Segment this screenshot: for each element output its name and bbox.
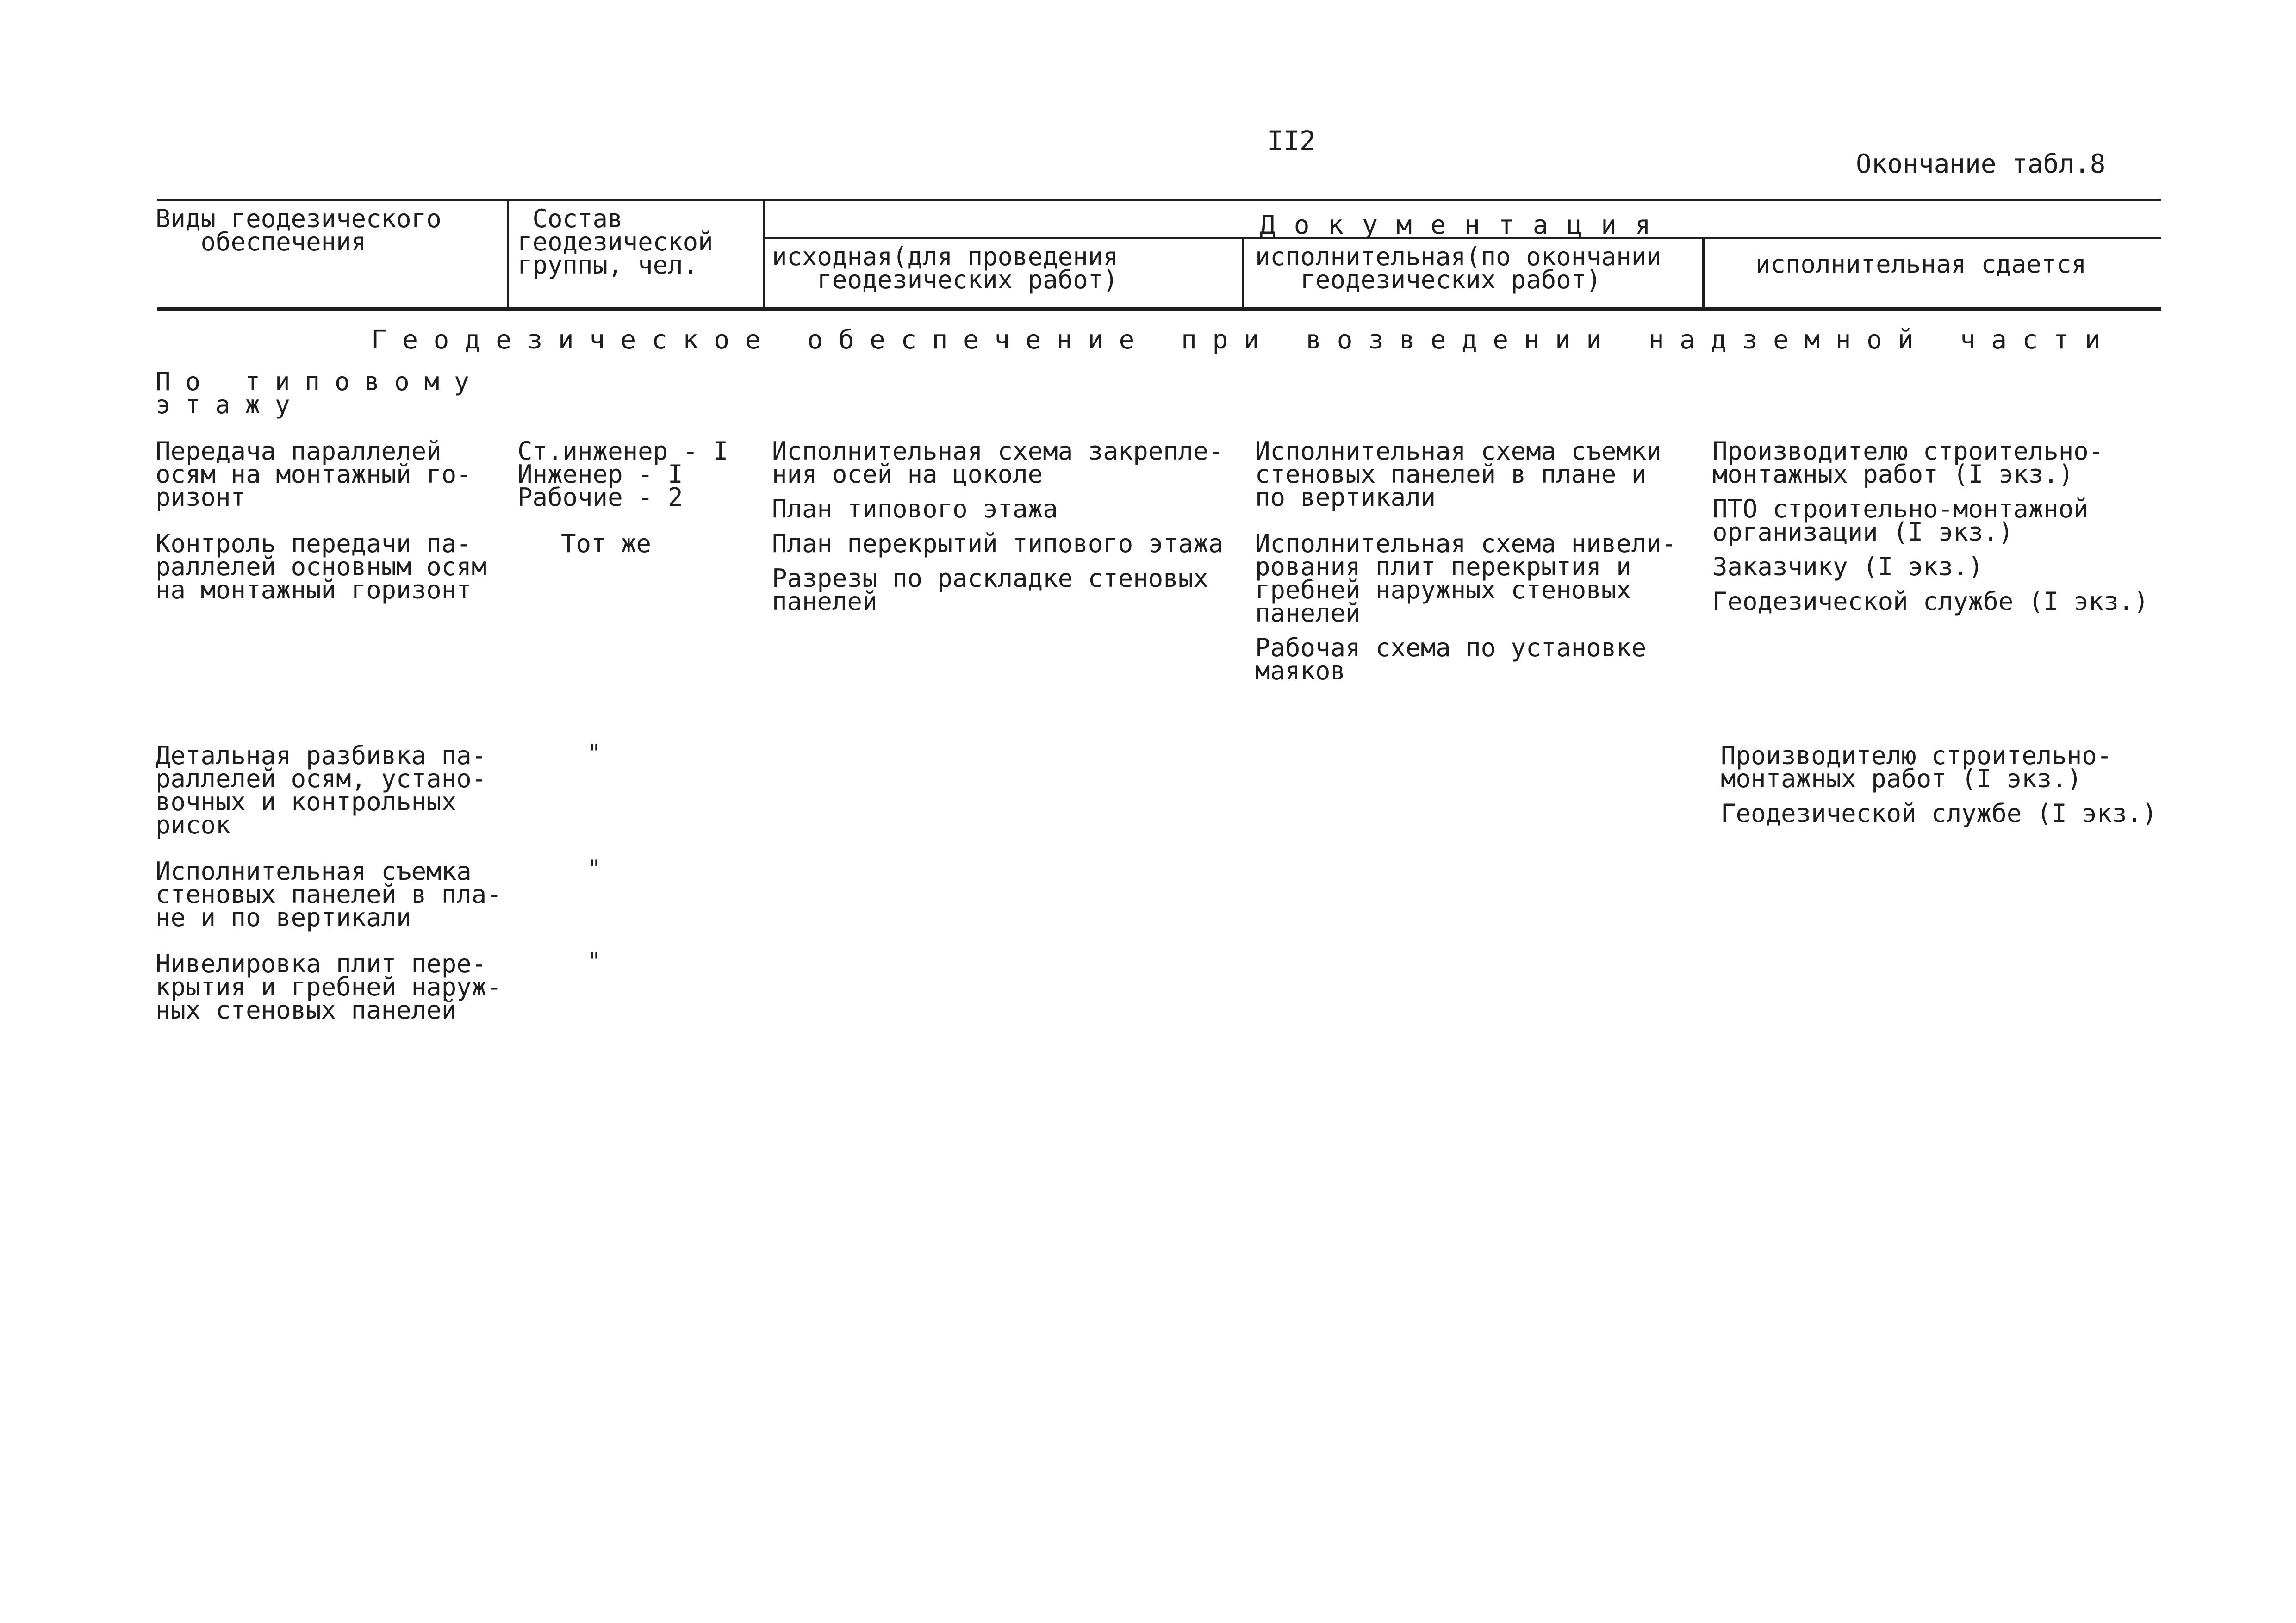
executive-doc-2: Исполнительная схема нивели- рования плит перекрытия и гребней наружных стеновых панелей <box>1255 529 1677 628</box>
recipient-4: Геодезической службе (I экз.) <box>1712 587 2149 616</box>
header-sub-delivered: исполнительная сдается <box>1755 249 2087 279</box>
row-type-4: Исполнительная съемка стеновых панелей в пла- не и по вертикали <box>156 857 502 932</box>
recipient-5: Производителю строительно- монтажных работ (I экз.) <box>1721 741 2112 793</box>
row-type-5: Нивелировка плит пере- крытия и гребней наруж- ных стеновых панелей <box>156 949 502 1025</box>
col-divider-2 <box>763 199 765 309</box>
subsection-title: По типовому этажу <box>156 367 484 419</box>
section-title: Геодезическое обеспечение при возведении надземной части <box>371 325 2116 355</box>
table-caption: Окончание табл.8 <box>1856 149 2106 179</box>
row-type-2: Контроль передачи па- раллелей основным осям на монтажный горизонт <box>156 529 487 604</box>
header-sub-source: исходная(для проведения геодезических работ) <box>772 242 1118 294</box>
source-doc-4: Разрезы по раскладке стеновых панелей <box>772 564 1208 616</box>
source-doc-3: План перекрытий типового этажа <box>772 529 1224 558</box>
page-number: II2 <box>1267 125 1316 156</box>
source-doc-1: Исполнительная схема закрепле- ния осей на цоколе <box>772 436 1224 489</box>
col-divider-4 <box>1702 238 1705 309</box>
row-type-1: Передача параллелей осям на монтажный го- ризонт <box>156 436 472 512</box>
source-doc-2: План типового этажа <box>772 494 1058 523</box>
header-sub-executive: исполнительная(по окончании геодезических работ) <box>1255 242 1661 294</box>
recipient-3: Заказчику (I экз.) <box>1712 552 1984 581</box>
header-documentation: Документация <box>1260 210 1669 240</box>
header-col-types: Виды геодезического обеспечения <box>156 204 442 256</box>
header-col-group: Состав геодезической группы, чел. <box>517 204 713 280</box>
executive-doc-1: Исполнительная схема съемки стеновых панелей в плане и по вертикали <box>1255 436 1661 512</box>
row-type-3: Детальная разбивка па- раллелей осям, устано- вочных и контрольных рисок <box>156 741 487 839</box>
recipient-2: ПТО строительно-монтажной организации (I экз.) <box>1712 494 2089 547</box>
recipient-6: Геодезической службе (I экз.) <box>1721 799 2157 828</box>
table-top-rule <box>157 199 2161 201</box>
col-divider-3 <box>1242 238 1244 309</box>
row-group-2: Тот же <box>561 529 652 558</box>
row-group-3-ditto: " <box>587 740 602 767</box>
row-group-5-ditto: " <box>587 948 602 976</box>
executive-doc-3: Рабочая схема по установке маяков <box>1255 633 1647 685</box>
header-bottom-rule <box>157 307 2161 311</box>
recipient-1: Производителю строительно- монтажных работ (I экз.) <box>1712 436 2104 489</box>
col-divider-1 <box>507 199 509 309</box>
row-group-1: Ст.инженер - I Инженер - I Рабочие - 2 <box>517 436 728 512</box>
row-group-4-ditto: " <box>587 855 602 883</box>
